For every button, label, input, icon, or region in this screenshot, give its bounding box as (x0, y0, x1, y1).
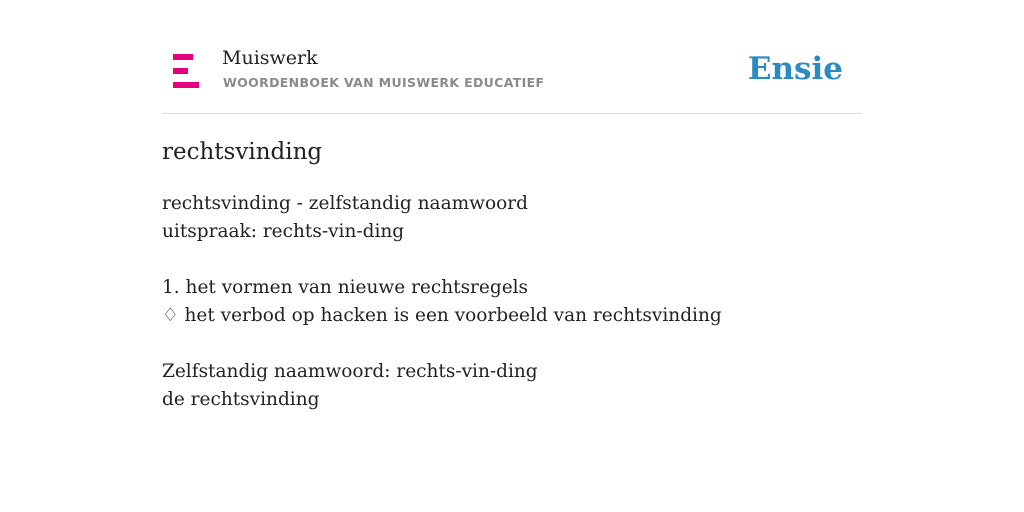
definition-line (162, 246, 722, 274)
page-title: rechtsvinding (162, 139, 323, 165)
definition-line: ♢ het verbod op hacken is een voorbeeld van rechtsvinding (162, 305, 722, 326)
publisher-name[interactable]: Muiswerk (222, 47, 318, 69)
definition-line: uitspraak: rechts-vin-ding (162, 221, 405, 242)
definition-body (162, 190, 722, 414)
muiswerk-e-icon[interactable] (173, 54, 201, 88)
definition-line (162, 330, 722, 358)
definition-line: de rechtsvinding (162, 389, 320, 410)
ensie-logo[interactable]: Ensie (747, 51, 843, 87)
dictionary-subtitle: WOORDENBOEK VAN MUISWERK EDUCATIEF (223, 75, 545, 90)
definition-line: 1. het vormen van nieuwe rechtsregels (162, 277, 529, 298)
header (162, 40, 862, 114)
definition-line: rechtsvinding - zelfstandig naamwoord (162, 193, 528, 214)
definition-line: Zelfstandig naamwoord: rechts-vin-ding (162, 361, 538, 382)
